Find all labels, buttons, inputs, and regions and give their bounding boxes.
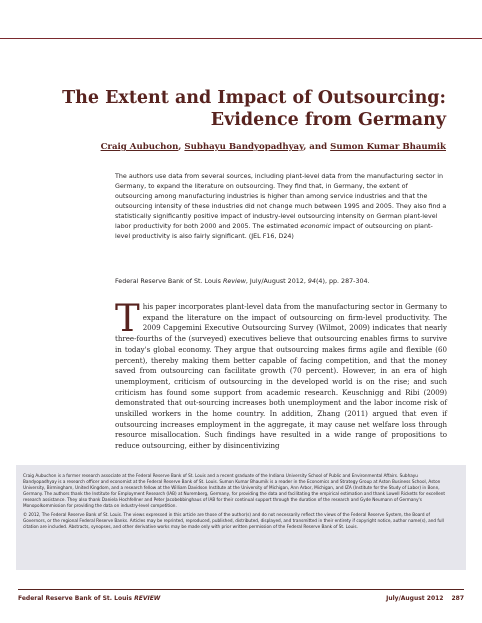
citation-date: , July/August 2012, (245, 278, 308, 285)
author-notes (23, 473, 448, 533)
citation (115, 278, 447, 285)
citation-pages: (4), pp. 287-304. (315, 278, 370, 285)
footer-journal-name: REVIEW (134, 595, 161, 602)
author-list (60, 142, 446, 152)
author-link-aubuchon[interactable]: Craig Aubuchon (100, 142, 179, 152)
title-line-2: Evidence from Germany (210, 110, 446, 130)
footer-rule (18, 589, 464, 590)
page-number: 287 (451, 595, 464, 602)
author-separator: , and (303, 142, 331, 152)
title-line-1: The Extent and Impact of Outsourcing: (62, 88, 446, 108)
author-bio: Craig Aubuchon is a former research associate at the Federal Reserve Bank of St. Louis and a recent graduate of the Indiana University School of Public and Environmental Affairs. Subhayu Bandyopadhyay is a research officer and economist at the Federal Reserve Bank of St. Louis. Sumon Kumar Bhaumik is a reader in the Economics and Strategy Group at Aston Business School, Aston University, Birmingham, United Kingdom, and a research fellow at the William Davidson Institute at the University of Michigan, Ann Arbor, Michigan, and IZA (Institute for the Study of Labor) in Bonn, Germany. The authors thank the Institute for Employment Research (IAB) at Nuremberg, Germany, for providing the data and facilitating the empirical estimation and thank Lowell Ricketts for excellent research assistance. They also thank Daniela Hochfellner and Peter Jacobebbinghaus of IAB for their continual support through the duration of the research and Gyde Neumann of Germany's Monopolkommission for providing the data on industry-level competition. (23, 473, 445, 509)
copyright-notice: © 2012, The Federal Reserve Bank of St. Louis. The views expressed in this article are those of the author(s) and do not necessarily reflect the views of the Federal Reserve System, the Board of Governors, or the regional Federal Reserve Banks. Articles may be reprinted, reproduced, published, distributed, displayed, and transmitted in their entirety if copyright notice, author name(s), and full citation are included. Abstracts, synopses, and other derivative works may be made only with prior written permission of the Federal Reserve Bank of St. Louis. (23, 512, 444, 530)
body-text: his paper incorporates plant-level data from the manufacturing sector in Germany to expand the literature on the impact of outsourcing on firm-level productivity. The 2009 Capgemini Executive Outsourcing Survey (Wilmot, 2009) indicates that nearly three-fourths of the (surveyed) executives believe that outsourcing enables firms to survive in today's global economy. They argue that outsourcing makes firms agile and flexible (60 percent), thereby making them better capable of facing competition, and that the money saved from outsourcing can facilitate growth (70 percent). However, in an era of high unemployment, criticism of outsourcing in the developed world is on the rise; and such criticism has found some support from academic research. Keuschnigg and Ribi (2009) demonstrated that out-sourcing increases both unemployment and the labor income risk of unskilled workers in the home country. In addition, Zhang (2011) argued that even if outsourcing increases employment in the aggregate, it may cause net welfare loss through resource misallocation. Such findings have resulted in a wide range of propositions to reduce outsourcing, either by disincentivizing (115, 302, 447, 451)
abstract-text-end: impact of outsourcing on plant-level productivity is also fairly significant. (JEL F16, D24) (115, 223, 433, 241)
footer-publisher: Federal Reserve Bank of St. Louis (18, 595, 135, 602)
citation-prefix: Federal Reserve Bank of St. Louis (115, 278, 223, 285)
drop-cap: T (115, 297, 140, 340)
abstract-emphasis: economic (300, 223, 331, 231)
author-separator: , (178, 142, 185, 152)
citation-journal: Review (222, 278, 246, 285)
header-rule (0, 38, 482, 39)
author-link-bhaumik[interactable]: Sumon Kumar Bhaumik (330, 142, 446, 152)
footer-issue-date: July/August 2012 (386, 595, 444, 602)
abstract (115, 172, 447, 242)
body-paragraph (115, 297, 447, 452)
citation-volume: 94 (307, 278, 316, 285)
author-link-bandyopadhyay[interactable]: Subhayu Bandyopadhyay (184, 142, 304, 152)
footer-journal (18, 595, 160, 602)
footer-issue (386, 595, 464, 602)
abstract-text: The authors use data from several sources, including plant-level data from the manufacturing sector in Germany, to expand the literature on outsourcing. They find that, in Germany, the extent of outsourcing among manufacturing industries is higher than among service industries and that the outsourcing intensity of these industries did not change much between 1995 and 2005. They also find a statistically significantly positive impact of industry-level outsourcing intensity on German plant-level labor productivity for both 2000 and 2005. The estimated (115, 173, 447, 231)
article-title (60, 87, 446, 131)
